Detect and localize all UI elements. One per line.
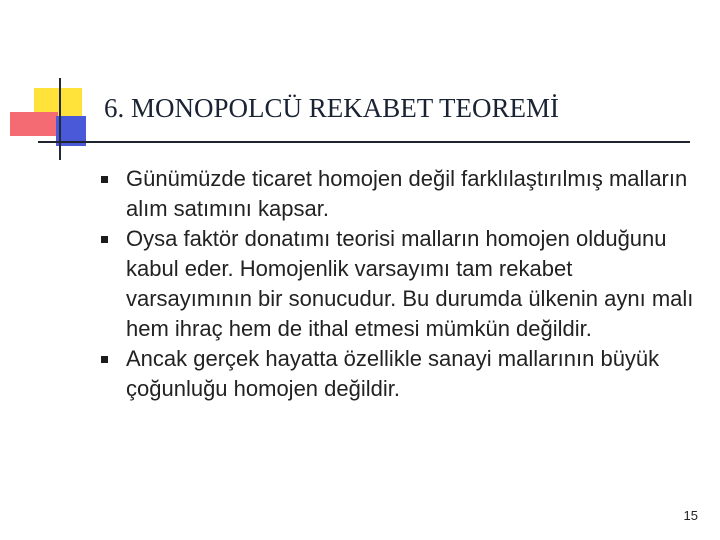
logo-red-square xyxy=(10,112,58,136)
bullet-item xyxy=(96,344,696,404)
square-bullet-icon xyxy=(101,176,108,183)
square-bullet-icon xyxy=(101,356,108,363)
bullet-text: Oysa faktör donatımı teorisi malların homojen olduğunu kabul eder. Homojenlik varsayımı tam rekabet varsayımının bir sonucudur. Bu durumda ülkenin aynı malı hem ihraç hem de ithal etmesi mümkün değildir. xyxy=(126,226,694,341)
bullet-item xyxy=(96,164,696,224)
slide-title: 6. MONOPOLCÜ REKABET TEOREMİ xyxy=(104,93,560,123)
logo-vertical-line xyxy=(59,78,61,160)
page-number: 15 xyxy=(683,508,698,523)
bullet-item xyxy=(96,224,696,344)
bullet-list xyxy=(96,164,696,404)
bullet-text: Ancak gerçek hayatta özellikle sanayi mallarının büyük çoğunluğu homojen değildir. xyxy=(126,346,660,401)
square-bullet-icon xyxy=(101,236,108,243)
bullet-text: Günümüzde ticaret homojen değil farklılaştırılmış malların alım satımını kapsar. xyxy=(126,166,688,221)
title-underline xyxy=(38,141,690,143)
